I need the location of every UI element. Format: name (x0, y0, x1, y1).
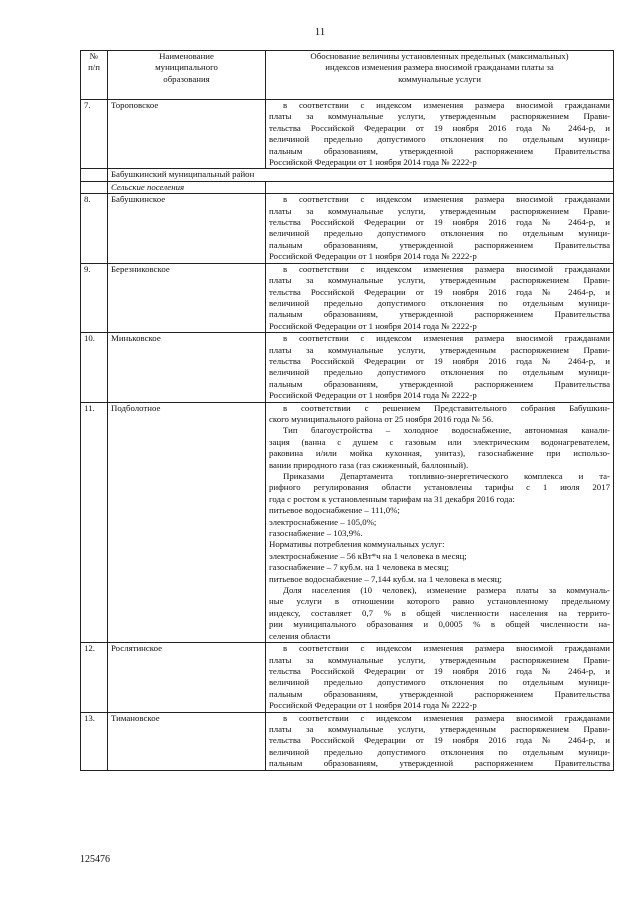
text-line: величиной предельно допустимого отклонения по отдельным муници- (269, 746, 610, 757)
table-header-row (81, 51, 614, 100)
text-line: величиной предельно допустимого отклонения по отдельным муници- (269, 677, 610, 688)
text-line: величиной предельно допустимого отклонения по отдельным муници- (269, 297, 610, 308)
text-line: газоснабжение – 103,9%. (269, 528, 363, 539)
text-line: Российской Федерации от 1 ноября 2014 года № 2222-р (269, 320, 477, 331)
text-line: раковина и/или мойка кухонная, унитаз), газоснабжение при использо- (269, 448, 610, 459)
table-row (81, 402, 614, 643)
text-line: пальным образованиям, утвержденной распоряжением Правительства (269, 688, 610, 699)
text-line: тельства Российской Федерации от 19 ноября 2016 года № 2464-р, и (269, 735, 610, 746)
justification-text (266, 100, 614, 169)
text-line: Российской Федерации от 1 ноября 2014 года № 2222-р (269, 157, 477, 168)
text-line: селения области (269, 630, 331, 641)
municipality-name: Рослятинское (108, 643, 266, 712)
text-line: пальным образованиям, утвержденной распоряжением Правительства (269, 309, 610, 320)
text-line: Тип благоустройства – холодное водоснабжение, автономная канали- (283, 425, 610, 436)
text-line: в соответствии с индексом изменения размера вносимой гражданами (283, 712, 610, 723)
row-number: 8. (81, 194, 108, 263)
text-line: в соответствии с индексом изменения размера вносимой гражданами (283, 263, 610, 274)
row-number: 12. (81, 643, 108, 712)
text-line: величиной предельно допустимого отклонения по отдельным муници- (269, 134, 610, 145)
text-line: рифного регулирования области установлены тарифы с 1 июля 2017 (269, 482, 610, 493)
text-line: платы за коммунальные услуги, утвержденным распоряжением Прави- (269, 654, 610, 665)
text-line: тельства Российской Федерации от 19 ноября 2016 года № 2464-р, и (269, 217, 610, 228)
text-line: платы за коммунальные услуги, утвержденным распоряжением Прави- (269, 723, 610, 734)
text-line: Российской Федерации от 1 ноября 2014 года № 2222-р (269, 390, 477, 401)
text-line: Приказами Департамента топливно-энергетического комплекса и та- (283, 471, 610, 481)
table-row (81, 333, 614, 402)
text-line: года с ростом к установленным тарифам на 31 декабря 2016 года: (269, 493, 515, 504)
text-line: пальным образованиям, утвержденной распоряжением Правительства (269, 378, 610, 389)
table-row (81, 100, 614, 169)
text-line: платы за коммунальные услуги, утвержденным распоряжением Прави- (269, 111, 610, 122)
text-line: зация (ванна с душем с газовым или электрическим водонагревателем, (269, 436, 610, 447)
table-row (81, 643, 614, 712)
text-line: величиной предельно допустимого отклонения по отдельным муници- (269, 228, 610, 239)
table-row (81, 712, 614, 770)
municipality-name: Бабушкинское (108, 194, 266, 263)
municipality-name: Березниковское (108, 263, 266, 332)
header-number: № п/п (81, 51, 108, 100)
row-number: 11. (81, 402, 108, 643)
table-row (81, 263, 614, 332)
document-code: 125476 (80, 854, 110, 865)
text-line: Нормативы потребления коммунальных услуг: (269, 539, 445, 550)
row-number: 7. (81, 100, 108, 169)
row-number: 10. (81, 333, 108, 402)
text-line: пальным образованиям, утвержденной распоряжением Правительства (269, 239, 610, 250)
text-line: электроснабжение – 105,0%; (269, 516, 377, 527)
text-line: пальным образованиям, утвержденной распоряжением Правительства (269, 145, 610, 156)
text-line: тельства Российской Федерации от 19 ноября 2016 года № 2464-р, и (269, 122, 610, 133)
text-line: электроснабжение – 56 кВт*ч на 1 человека в месяц; (269, 550, 467, 561)
header-municipality: Наименование муниципального образования (108, 51, 266, 100)
text-line: Российской Федерации от 1 ноября 2014 года № 2222-р (269, 700, 477, 711)
text-line: вании природного газа (газ сжиженный, баллонный). (269, 459, 469, 470)
text-line: платы за коммунальные услуги, утвержденным распоряжением Прави- (269, 205, 610, 216)
text-line: индексу, составляет 0,7 % в общей численности населения на террито- (269, 607, 610, 618)
text-line: платы за коммунальные услуги, утвержденным распоряжением Прави- (269, 344, 610, 355)
text-line: в соответствии с решением Представительного собрания Бабушкин- (283, 402, 610, 413)
justification-text (266, 402, 614, 643)
text-line: в соответствии с индексом изменения размера вносимой гражданами (283, 100, 610, 110)
text-line: ные услуги в отношении которого равно установленному предельному (269, 596, 610, 607)
text-line: питьевое водоснабжение – 111,0%; (269, 505, 400, 516)
row-number: 13. (81, 712, 108, 770)
text-line: газоснабжение – 7 куб.м. на 1 человека в месяц; (269, 562, 449, 573)
text-line: тельства Российской Федерации от 19 ноября 2016 года № 2464-р, и (269, 355, 610, 366)
text-line: рии муниципального образования и 0,0005 % в общей численности на- (269, 619, 610, 630)
text-line: тельства Российской Федерации от 19 ноября 2016 года № 2464-р, и (269, 665, 610, 676)
municipality-name: Тимановское (108, 712, 266, 770)
district-heading: Бабушкинский муниципальный район (108, 169, 614, 181)
text-line: величиной предельно допустимого отклонения по отдельным муници- (269, 367, 610, 378)
justification-text (266, 643, 614, 712)
justification-text (266, 194, 614, 263)
justification-text (266, 333, 614, 402)
row-number: 9. (81, 263, 108, 332)
municipality-name: Тороповское (108, 100, 266, 169)
text-line: в соответствии с индексом изменения размера вносимой гражданами (283, 194, 610, 205)
table-row (81, 194, 614, 263)
district-row (81, 169, 614, 181)
text-line: платы за коммунальные услуги, утвержденным распоряжением Прави- (269, 275, 610, 286)
municipality-name: Подболотное (108, 402, 266, 643)
header-justification: Обоснование величины установленных предельных (максимальных) индексов изменения размера вносимой гражданами платы за коммунальные услуги (266, 51, 614, 100)
text-line: тельства Российской Федерации от 19 ноября 2016 года № 2464-р, и (269, 286, 610, 297)
justification-text (266, 263, 614, 332)
justification-table (80, 50, 614, 771)
text-line: питьевое водоснабжение – 7,144 куб.м. на 1 человека в месяц; (269, 573, 502, 584)
text-line: Российской Федерации от 1 ноября 2014 года № 2222-р (269, 251, 477, 262)
subheading-row (81, 181, 614, 193)
text-line: ского муниципального района от 25 ноября 2016 года № 56. (269, 413, 494, 424)
text-line: пальным образованиям, утвержденной распоряжением Правительства (269, 758, 610, 769)
text-line: в соответствии с индексом изменения размера вносимой гражданами (283, 333, 610, 344)
municipality-name: Миньковское (108, 333, 266, 402)
justification-text (266, 712, 614, 770)
text-line: Доля населения (10 человек), изменение размера платы за коммуналь- (283, 585, 610, 596)
settlements-subheading: Сельские поселения (108, 181, 266, 193)
page-number: 11 (314, 26, 326, 38)
text-line: в соответствии с индексом изменения размера вносимой гражданами (283, 643, 610, 654)
